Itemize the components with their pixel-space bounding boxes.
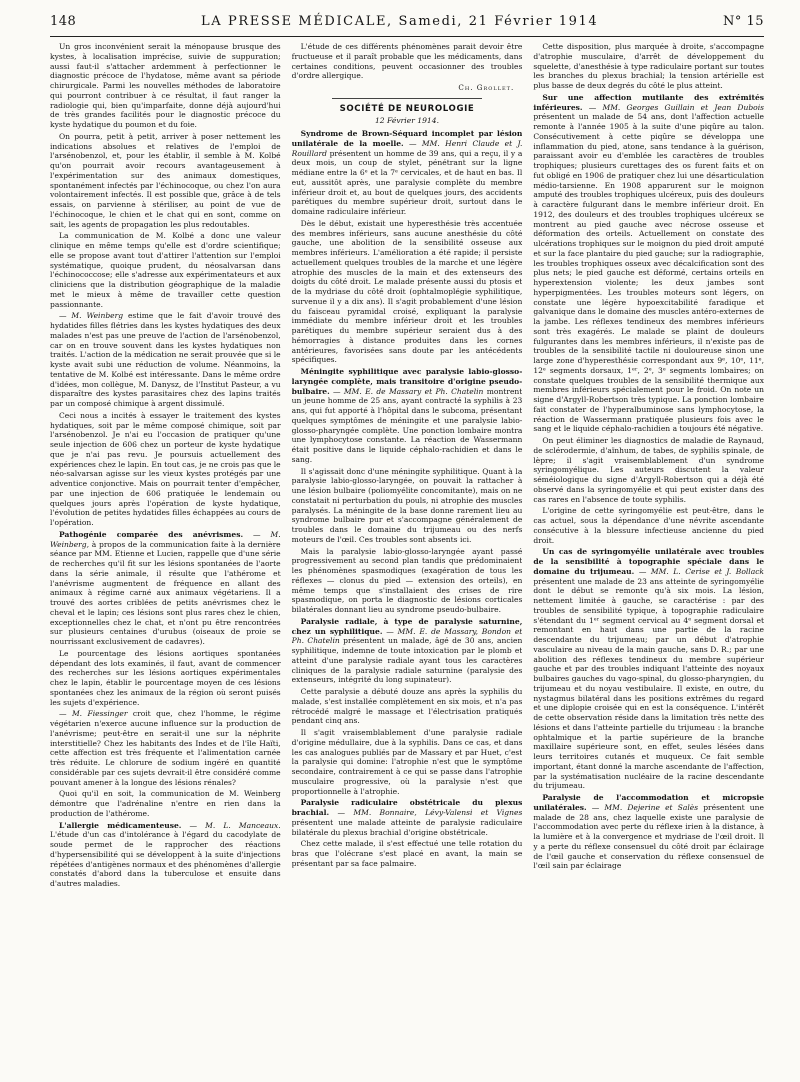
section-heading: Paralysie radiculaire obstétricale du plexus brachial. bbox=[291, 798, 523, 817]
author-name: — MM. Dejerine et Salès bbox=[586, 802, 699, 812]
section-heading: Pathogénie comparée des anévrismes. bbox=[59, 529, 244, 539]
paragraph-text: Il s'agit vraisemblablement d'une paralysie radiale d'origine médullaire, due à la syphilis. Dans ce cas, et dans les cas analogues publiés par de Massary et par Huet, c'est la paralysie qui domine: l'atrophie n'est que le symptôme secondaire, contrairement à ce qui se passe dans l'atrophie musculaire progressive, où la paralysie n'est que proportionnelle à l'atrophie. bbox=[291, 728, 523, 796]
paragraph bbox=[50, 709, 281, 787]
paragraph bbox=[50, 132, 281, 230]
paragraph bbox=[50, 231, 281, 309]
paragraph bbox=[292, 129, 523, 217]
paragraph-text: Ceci nous a incités à essayer le traitement des kystes hydatiques, soit par le même composé chimique, soit par l'arsénobenzol. Je n'ai eu l'occasion de pratiquer qu'une seule injection de 606 chez un porteur de kyste hydatique que je n'ai pas revu. Je poursuis actuellement des expériences chez le lapin. En tout cas, je ne crois pas que le néo-salvarsan agisse sur les vieux kystes protégés par une adventice conjonctive. Mais on pourrait tenter d'empêcher, par une injection de 606 pratiquée le lendemain ou quelques jours après l'opération de kyste hydatique, l'évolution de petites hydatides filles échappées au cours de l'opération. bbox=[50, 410, 281, 527]
paragraph-text: Le pourcentage des lésions aortiques spontanées dépendant des lots examinés, il faut, avant de commencer des recherches sur les lésions aortiques expérimentales chez le lapin, établir le pourcentage moyen de ces lésions spontanées chez les animaux de la région où seront puisés les sujets d'expérience. bbox=[50, 648, 281, 707]
paragraph bbox=[292, 42, 523, 81]
issue-number: N° 15 bbox=[722, 14, 764, 29]
paragraph bbox=[292, 547, 523, 615]
paragraph-text: Mais la paralysie labio-glosso-laryngée ayant passé progressivement au second plan tandis que prédominaient les phénomènes spasmodiques (exagération de tous les réflexes — clonus du pied — extension des orteils), en même temps que s'installaient des crises de rire spasmodique, on porta le diagnostic de lésions corticales bilatérales donnant lieu au syndrome pseudo-bulbaire. bbox=[291, 546, 523, 614]
page-header bbox=[50, 14, 764, 37]
paragraph bbox=[292, 219, 523, 365]
paragraph bbox=[292, 839, 523, 868]
author-name: — M. Weinberg bbox=[59, 311, 124, 321]
paragraph-text: On peut éliminer les diagnostics de maladie de Raynaud, de sclérodermie, d'aïnhum, de tabes, de syphilis spinale, de lèpre; il s'agit vraisemblablement d'un syndrome syringomyélique. Les auteurs discutent la valeur séméiologique du signe d'Argyll-Robertson qui a déjà été observé dans la syringomyélie et qui peut exister dans des cas rares en l'absence de toute syphilis. bbox=[533, 436, 764, 504]
paragraph-text: Cette disposition, plus marquée à droite, s'accompagne d'atrophie musculaire, d'arrêt de développement du squelette, d'anesthésie à type radiculaire portant sur toutes les branches du plexus brachial; la tension artérielle est plus basse de deux degrés du côté le plus atteint. bbox=[533, 42, 764, 90]
journal-title: LA PRESSE MÉDICALE, Samedi, 21 Février 1914 bbox=[201, 14, 599, 29]
paragraph-text: présentent une malade de 23 ans atteinte de syringomyélie dont le début se remonte qu'à six mois. La lésion, nettement limitée à gauche, se caractérise : par des troubles de sensibilité typique, à topographie radiculaire s'étendant du 1ᵉʳ segment cervical au 4ᵉ segment dorsal et remontant en haut dans une partie de la racine descendante du trijumeau; par un début d'atrophie vasculaire au niveau de la main gauche, sans D. R.; par une abolition des réflexes tendineux du membre supérieur gauche et par des troubles indiquant l'atteinte des noyaux bulbaires gauches du vago-spinal, du glosso-pharyngien, du trijumeau et du noyau vestibulaire. Il existe, en outre, du nystagmus bilatéral dans les positions extrêmes du regard et une diplopie croisée qui en est la conséquence. L'intérêt de cette observation réside dans la limitation très nette des lésions et dans l'atteinte partielle du trijumeau : la branche ophtalmique et la partie supérieure de la branche maxillaire supérieure sont, en effet, seules lésées dans leurs territoires cutanés et muqueux. Ce fait semble important, étant donné la marche ascendante de l'affection, par la systématisation nucléaire de la racine descendante du trijumeau. bbox=[533, 576, 764, 791]
paragraph bbox=[533, 42, 764, 91]
column-3 bbox=[533, 42, 764, 1072]
paragraph-text: présentent une malade de 28 ans, chez laquelle existe une paralysie de l'accommodation avec perte du réflexe irien à la distance, à la lumière et à la convergence et mydriase de l'œil droit. Il y a perte du réflexe consensuel du côté droit par éclairage de l'œil gauche et conservation du réflexe consensuel de l'œil sain par éclairage bbox=[533, 802, 764, 871]
paragraph-text: Chez cette malade, il s'est effectué une telle rotation du bras que l'olécrane s'est placé en avant, la main se présentant par sa face palmaire. bbox=[291, 839, 523, 868]
paragraph bbox=[50, 649, 281, 708]
paragraph-text: Cette paralysie a débuté douze ans après la syphilis du malade, s'est installée complètement en six mois, et n'a pas rétrocédé malgré le massage et l'électrisation pratiqués pendant cinq ans. bbox=[291, 687, 523, 726]
paragraph-text: Quoi qu'il en soit, la communication de M. Weinberg démontre que l'adrénaline n'entre en rien dans la production de l'athérome. bbox=[50, 789, 281, 818]
paragraph-text: L'étude de ces différents phénomènes parait devoir être fructueuse et il paraît probable que les médicaments, dans certaines conditions, peuvent occasionner des troubles d'ordre allergique. bbox=[291, 42, 523, 81]
paragraph bbox=[292, 728, 523, 796]
paragraph-text: estime que le fait d'avoir trouvé des hydatides filles flétries dans les kystes hydatiques des deux malades n'est pas une preuve de l'action de l'arsénobenzol, car on en trouve souvent dans les kystes hydatiques non traités. L'action de la médication ne serait prouvée que si le kyste avait subi une réduction de volume. Néanmoins, la tentative de M. Kolbé est intéressante. Dans le même ordre d'idées, mon collègue, M. Danysz, de l'Institut Pasteur, a vu disparaître des kystes parasitaires chez des lapins traités par un composé chimique à argent dissimulé. bbox=[50, 311, 281, 408]
paragraph bbox=[50, 530, 281, 647]
paragraph-text: L'étude d'un cas d'intolérance à l'égard du cacodylate de soude permet de le rapprocher des réactions d'hypersensibilité qui se développent à la suite d'injections répétées d'antigènes normaux et des phénomènes d'allergie constatés d'abord dans la tuberculose et ensuite dans d'autres maladies. bbox=[50, 830, 281, 888]
author-name: — M. L. Manceaux. bbox=[181, 820, 281, 830]
paragraph bbox=[533, 547, 764, 791]
paragraph bbox=[50, 311, 281, 409]
text-columns bbox=[50, 42, 764, 1072]
column-2 bbox=[292, 42, 523, 1072]
section-heading: Méningite syphilitique avec paralysie labio-glosso-laryngée complète, mais transitoire d'origine pseudo-bulbaire. bbox=[291, 367, 523, 396]
paragraph-text: Dès le début, existait une hyperesthésie très accentuée des membres inférieurs, sans aucune anesthésie du côté gauche, une abolition de la sensibilité osseuse aux membres inférieurs. L'amélioration a été rapide; il persiste actuellement quelques troubles de la marche et une légère atrophie des muscles de la main et des extenseurs des doigts du côté droit. Le malade présente aussi du ptosis et de la mydriase du côté droit (ophtalmoplégie syphilitique, survenue il y a dix ans). Il s'agit probablement d'une lésion du faisceau pyramidal croisé, expliquant la paralysie immédiate du membre inférieur droit et les troubles parétiques du membre supérieur seraient dus à des hémorragies à distance produites dans les cornes antérieures, favorisées sans doute par les antécédents spécifiques. bbox=[291, 218, 523, 365]
society-heading: SOCIÉTÉ DE NEUROLOGIE bbox=[332, 98, 483, 114]
paragraph-text: présentent un malade, âgé de 30 ans, ancien syphilitique, indemne de toute intoxication par le plomb et atteint d'une paralysie radiale ayant tous les caractères cliniques de la paralysie radiale saturnine (paralysie des extenseurs, intégrité du long supinateur). bbox=[291, 636, 523, 685]
section-heading: Un cas de syringomyélie unilatérale avec troubles de la sensibilité à topographie spéciale dans le domaine du trijumeau. bbox=[533, 547, 764, 576]
author-name: — MM. Bonnaire, Lévy-Valensi et Vignes bbox=[329, 808, 523, 817]
paragraph bbox=[533, 436, 764, 504]
paragraph bbox=[50, 42, 281, 130]
author-name: — M. Fiessinger bbox=[59, 709, 128, 719]
paragraph-text: Il s'agissait donc d'une méningite syphilitique. Quant à la paralysie labio-glosso-laryngée, on pouvait la rattacher à une lésion bulbaire (poliomyélite concomitante), mais on ne constatait ni perturbation du pouls, ni atrophie des muscles paralysés. La méningite de la base donne rarement lieu au syndrome bulbaire pur et s'accompagne généralement de troubles dans le domaine du trijumeau ou des nerfs moteurs de l'œil. Ces troubles sont absents ici. bbox=[291, 466, 523, 544]
paragraph-text: Un gros inconvénient serait la ménopause brusque des kystes, à localisation imprécise, suivie de suppuration; aussi faut-il s'attacher ardemment à perfectionner le diagnostic précoce de l'hydatose, même avant sa période chirurgicale. Parmi les nouvelles méthodes de laboratoire qui pourront contribuer à ce résultat, il faut ranger la radiologie qui, bien qu'imparfaite, donne déjà aujourd'hui de très grandes facilités pour le diagnostic précoce du kyste hydatique du poumon et du foie. bbox=[50, 42, 281, 129]
author-name: — MM. E. de Massary, Bondon et Ph. Chatelin bbox=[291, 626, 523, 646]
paragraph bbox=[292, 617, 523, 685]
paragraph-text: présentent un homme de 39 ans, qui a reçu, il y a deux mois, un coup de stylet, pénétrant sur la ligne médiane entre la 6ᵉ et la 7ᵉ cervicales, et de haut en bas. Il eut, aussitôt après, une paralysie complète du membre inférieur droit et, au bout de quelques jours, des accidents parétiques du membre supérieur droit, surtout dans le domaine radiculaire inférieur. bbox=[291, 148, 523, 216]
section-heading: Syndrome de Brown-Séquard incomplet par lésion unilatérale de la moelle. bbox=[291, 129, 523, 148]
paragraph-text: présentent un malade de 54 ans, dont l'affection actuelle remonte à l'année 1905 à la suite d'une piqûre au talon. Consécutivement à cette piqûre se développa une inflammation du pied, atone, sans tendance à la guérison, paraissant avoir eu d'emblée les caractères de troubles trophiques; plusieurs curettages des os furent faits et on fut obligé en 1906 de pratiquer chez lui une désarticulation médio-tarsienne. En 1908 apparurent sur le moignon amputé des troubles trophiques ulcéreux, puis des douleurs à caractère fulgurant dans le membre inférieur droit. En 1912, des douleurs et des troubles trophiques ulcéreux se montrent au pied gauche avec nécrose osseuse et déformation des orteils. Actuellement on constate des ulcérations trophiques sur le moignon du pied droit amputé et sur la face plantaire du pied gauche; sur la radiographie, les troubles trophiques osseux avec décalcification sont des plus nets; le pied gauche est déformé, certains orteils en hyperextension violente; les deux jambes sont hyperpigmentées. Les troubles moteurs sont légers, on constate une légère hypoexcitabilité faradique et galvanique dans le domaine des muscles antéro-externes de la jambe. Les réflexes tendineux des membres inférieurs sont très exagérés. Le malade se plaint de douleurs fulgurantes dans les membres inférieurs, il n'existe pas de troubles de la sensibilité tactile ni douloureuse sinon une large zone d'hyperesthésie correspondant aux 9ᵉ, 10ᵉ, 11ᵉ, 12ᵉ segments dorsaux, 1ᵉʳ, 2ᵉ, 3ᵉ segments lombaires; on constate quelques troubles de la sensibilité thermique aux membres inférieurs spécialement pour le froid. On note un signe d'Argyll-Robertson très typique. La ponction lombaire fait constater de l'hyperalbuminose sans lymphocytose, la réaction de Wassermann pratiquée plusieurs fois avec le sang et le liquide céphalo-rachidien a toujours été négative. bbox=[533, 112, 764, 434]
author-name: — MM. E. de Massary et Ph. Chatelin bbox=[329, 386, 484, 396]
paragraph bbox=[50, 789, 281, 818]
author-name: — M. Weinberg, bbox=[50, 529, 281, 549]
paragraph bbox=[292, 687, 523, 726]
session-date: 12 Février 1914. bbox=[374, 116, 440, 125]
paragraph bbox=[533, 793, 764, 871]
paragraph-text: L'origine de cette syringomyélie est peut-être, dans le cas actuel, sous la dépendance d'une névrite ascendante consécutive à la blessure infectieuse ancienne du pied droit. bbox=[533, 506, 764, 545]
paragraph-text: La communication de M. Kolbé a donc une valeur clinique en même temps qu'elle est d'ordre scientifique; elle se propose avant tout d'attirer l'attention sur l'emploi systématique, quoique prudent, du néosalvarsan dans l'échinococcose; elle s'adresse aux expérimentateurs et aux cliniciens que la distribution géographique de la maladie met le mieux à même de travailler cette question passionnante. bbox=[50, 231, 281, 309]
paragraph bbox=[50, 821, 281, 889]
paragraph-text: présentent une malade atteinte de paralysie radiculaire bilatérale du plexus brachial d'origine obstétricale. bbox=[291, 817, 523, 837]
section-heading: Sur une affection mutilante des extrémités inférieures. bbox=[533, 92, 764, 112]
paragraph bbox=[292, 798, 523, 837]
paragraph bbox=[292, 367, 523, 465]
author-name: — MM. Georges Guillain et Jean Dubois bbox=[582, 102, 764, 112]
paragraph bbox=[533, 506, 764, 545]
paragraph-text: à propos de la communication faite à la dernière séance par MM. Etienne et Lucien, rappelle que d'une série de recherches qu'il fit sur les lésions spontanées de l'aorte dans la série animale, il résulte que l'athérome et l'anévrisme augmentent de fréquence en allant des animaux à régime carné aux animaux végétariens. Il a trouvé des aortes criblées de petits anévrismes chez le cheval et le lapin; ces lésions sont plus rares chez le chien, exceptionnelles chez le chat, et n'ont pu être rencontrées sur plusieurs centaines d'urubus (oiseaux de proie se nourrissant exclusivement de cadavres). bbox=[50, 539, 281, 646]
column-1 bbox=[50, 42, 281, 1072]
paragraph bbox=[533, 93, 764, 434]
section-heading: L'allergie médicamenteuse. bbox=[59, 820, 182, 830]
paragraph-text: croit que, chez l'homme, le régime végétarien n'exerce aucune influence sur la production de l'anévrisme; peut-être en serait-il une sur la néphrite interstitielle? Chez les habitants des Indes et de l'île Haïti, cette affection est très fréquente et l'alimentation carnée très réduite. Le chlorure de sodium ingéré en quantité considérable par ces sujets devrait-il être considéré comme pouvant amener à la longue des lésions rénales? bbox=[50, 709, 281, 787]
paragraph-text: montrent un jeune homme de 25 ans, ayant contracté la syphilis à 23 ans, qui fut apporté à l'hôpital dans le subcoma, présentant quelques symptômes de méningite et une paralysie labio-glosso-pharyngée complète. Une ponction lombaire montra une lymphocytose constante. La réaction de Wassermann était positive dans le liquide céphalo-rachidien et dans le sang. bbox=[291, 386, 523, 464]
section-heading: Paralysie radiale, à type de paralysie saturnine, chez un syphilitique. bbox=[291, 616, 523, 636]
author-name: — MM. L. Cerise et J. Bollack bbox=[634, 566, 764, 576]
section-heading: Paralysie de l'accommodation et micropsie unilatérales. bbox=[533, 793, 764, 812]
page-number: 148 bbox=[50, 14, 77, 29]
author-name: — MM. Henri Claude et J. Rouillard bbox=[291, 138, 523, 158]
paragraph-text: On pourra, petit à petit, arriver à poser nettement les indications absolues et relatives de l'emploi de l'arsénobenzol, et, pour les établir, il semble à M. Kolbé qu'on pourrait avoir recours avantageusement à l'expérimentation sur des animaux domestiques, spontanément infectés par l'échinocoque, ou chez l'on aura volontairement infectés. Il est possible que, grâce à de tels essais, on parvienne à stériliser, au point de vue de l'échinocoque, le chien et le chat qui en sont, comme on sait, les agents de propagation les plus redoutables. bbox=[50, 131, 281, 229]
paragraph bbox=[292, 467, 523, 545]
author-signature: Ch. Grollet. bbox=[458, 83, 515, 92]
paragraph bbox=[50, 411, 281, 528]
